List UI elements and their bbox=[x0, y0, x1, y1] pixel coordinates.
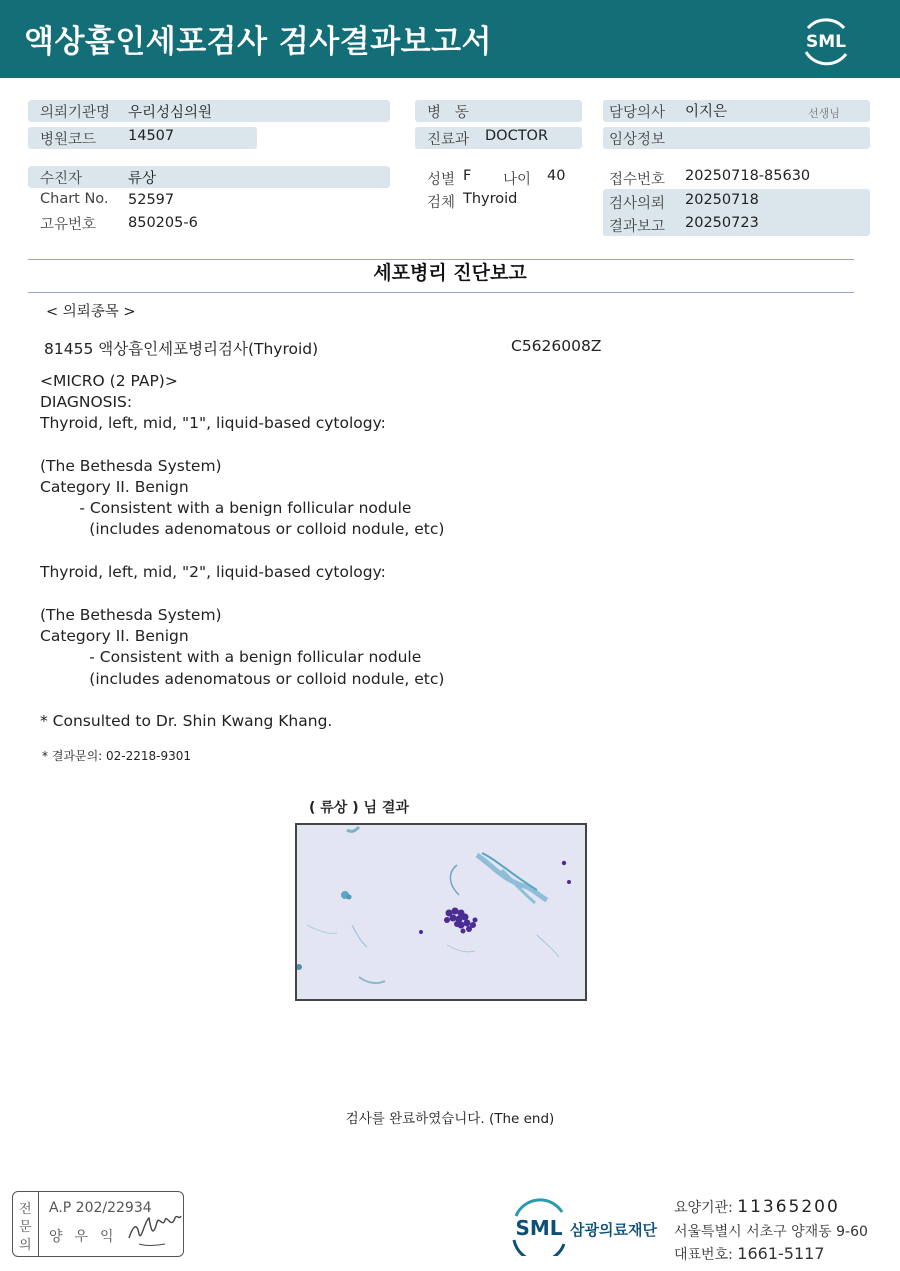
consistent-1-line: - Consistent with a benign follicular nodule bbox=[40, 499, 412, 517]
sex-label: 성별 bbox=[427, 172, 456, 188]
bethesda-2-line: (The Bethesda System) bbox=[40, 606, 222, 624]
footer-code-label: 요양기관: bbox=[674, 1200, 733, 1216]
specimen-1-line: Thyroid, left, mid, "1", liquid-based cytology: bbox=[40, 414, 386, 432]
institution-label: 의뢰기관명 bbox=[40, 105, 111, 121]
footer-phone-value: 1661-5117 bbox=[737, 1244, 825, 1263]
bethesda-1-line: (The Bethesda System) bbox=[40, 457, 222, 475]
sml-logo-icon bbox=[800, 14, 852, 66]
micro-line: <MICRO (2 PAP)> bbox=[40, 372, 178, 390]
hospital-code-label: 병원코드 bbox=[40, 132, 97, 148]
order-heading: < 의뢰종목 > bbox=[46, 304, 136, 320]
footer-phone-label: 대표번호: bbox=[674, 1247, 733, 1263]
stamp-side-char: 전 bbox=[19, 1202, 32, 1217]
unique-value: 850205-6 bbox=[128, 215, 198, 231]
patient-bar bbox=[28, 166, 390, 188]
category-2-line: Category II. Benign bbox=[40, 627, 189, 645]
clinical-label: 임상정보 bbox=[609, 132, 666, 148]
patient-value: 류상 bbox=[128, 171, 157, 187]
section-bottom-rule bbox=[28, 292, 854, 293]
institution-value: 우리성심의원 bbox=[128, 105, 213, 121]
header-logo-text: SML bbox=[806, 32, 846, 52]
dept-value: DOCTOR bbox=[485, 128, 549, 144]
stamp-side bbox=[13, 1192, 39, 1256]
ward-label: 병 동 bbox=[427, 105, 469, 121]
consulted-line: * Consulted to Dr. Shin Kwang Khang. bbox=[40, 712, 333, 730]
footer-org-name: 삼광의료재단 bbox=[570, 1221, 657, 1239]
report-header bbox=[0, 0, 900, 78]
specimen-2-line: Thyroid, left, mid, "2", liquid-based cytology: bbox=[40, 563, 386, 581]
includes-1-line: (includes adenomatous or colloid nodule, etc) bbox=[40, 520, 445, 538]
chart-value: 52597 bbox=[128, 192, 175, 208]
consistent-2-line: - Consistent with a benign follicular nodule bbox=[40, 648, 422, 666]
chart-label: Chart No. bbox=[40, 191, 109, 207]
inquiry-line: * 결과문의: 02-2218-9301 bbox=[42, 749, 192, 763]
receipt-label: 접수번호 bbox=[609, 172, 666, 188]
diagnosis-heading: DIAGNOSIS: bbox=[40, 393, 133, 411]
footer-code-value: 11365200 bbox=[737, 1197, 840, 1217]
request-label: 검사의뢰 bbox=[609, 196, 666, 212]
footer-code-row bbox=[674, 1197, 840, 1217]
signature-icon bbox=[125, 1208, 183, 1250]
hospital-code-value: 14507 bbox=[128, 128, 175, 144]
report-date-label: 결과보고 bbox=[609, 219, 666, 235]
sex-value: F bbox=[463, 168, 472, 184]
cytology-image bbox=[295, 823, 587, 1001]
order-item: 81455 액상흡인세포병리검사(Thyroid) bbox=[44, 340, 319, 358]
report-date-value: 20250723 bbox=[685, 215, 759, 231]
request-value: 20250718 bbox=[685, 192, 759, 208]
stamp-side-char: 문 bbox=[19, 1220, 32, 1235]
doctor-label: 담당의사 bbox=[609, 105, 666, 121]
age-label: 나이 bbox=[503, 172, 532, 188]
report-title: 액상흡인세포검사 검사결과보고서 bbox=[24, 24, 492, 60]
doctor-value: 이지은 bbox=[685, 104, 728, 120]
specimen-value: Thyroid bbox=[463, 191, 518, 207]
stamp-ap-number: A.P 202/22934 bbox=[49, 1200, 152, 1216]
cytology-microscope-icon bbox=[297, 825, 585, 999]
image-caption: ( 류상 ) 님 결과 bbox=[309, 800, 409, 816]
order-code: C5626008Z bbox=[511, 337, 602, 355]
footer-phone-row bbox=[674, 1244, 825, 1264]
receipt-value: 20250718-85630 bbox=[685, 168, 811, 184]
stamp-side-char: 의 bbox=[19, 1238, 32, 1253]
section-title: 세포병리 진단보고 bbox=[373, 262, 527, 284]
includes-2-line: (includes adenomatous or colloid nodule, etc) bbox=[40, 670, 445, 688]
specimen-label: 검체 bbox=[427, 195, 456, 211]
stamp-pathologist-name: 양우익 bbox=[49, 1229, 126, 1245]
patient-label: 수진자 bbox=[40, 171, 83, 187]
footer-logo-text: SML bbox=[515, 1216, 563, 1240]
category-1-line: Category II. Benign bbox=[40, 478, 189, 496]
end-text: 검사를 완료하였습니다. (The end) bbox=[345, 1111, 555, 1127]
unique-label: 고유번호 bbox=[40, 217, 97, 233]
age-value: 40 bbox=[547, 168, 566, 184]
dept-label: 진료과 bbox=[427, 132, 470, 148]
pathologist-stamp bbox=[12, 1191, 184, 1257]
doctor-suffix: 선생님 bbox=[808, 107, 840, 120]
footer-address: 서울특별시 서초구 양재동 9-60 bbox=[674, 1224, 868, 1240]
